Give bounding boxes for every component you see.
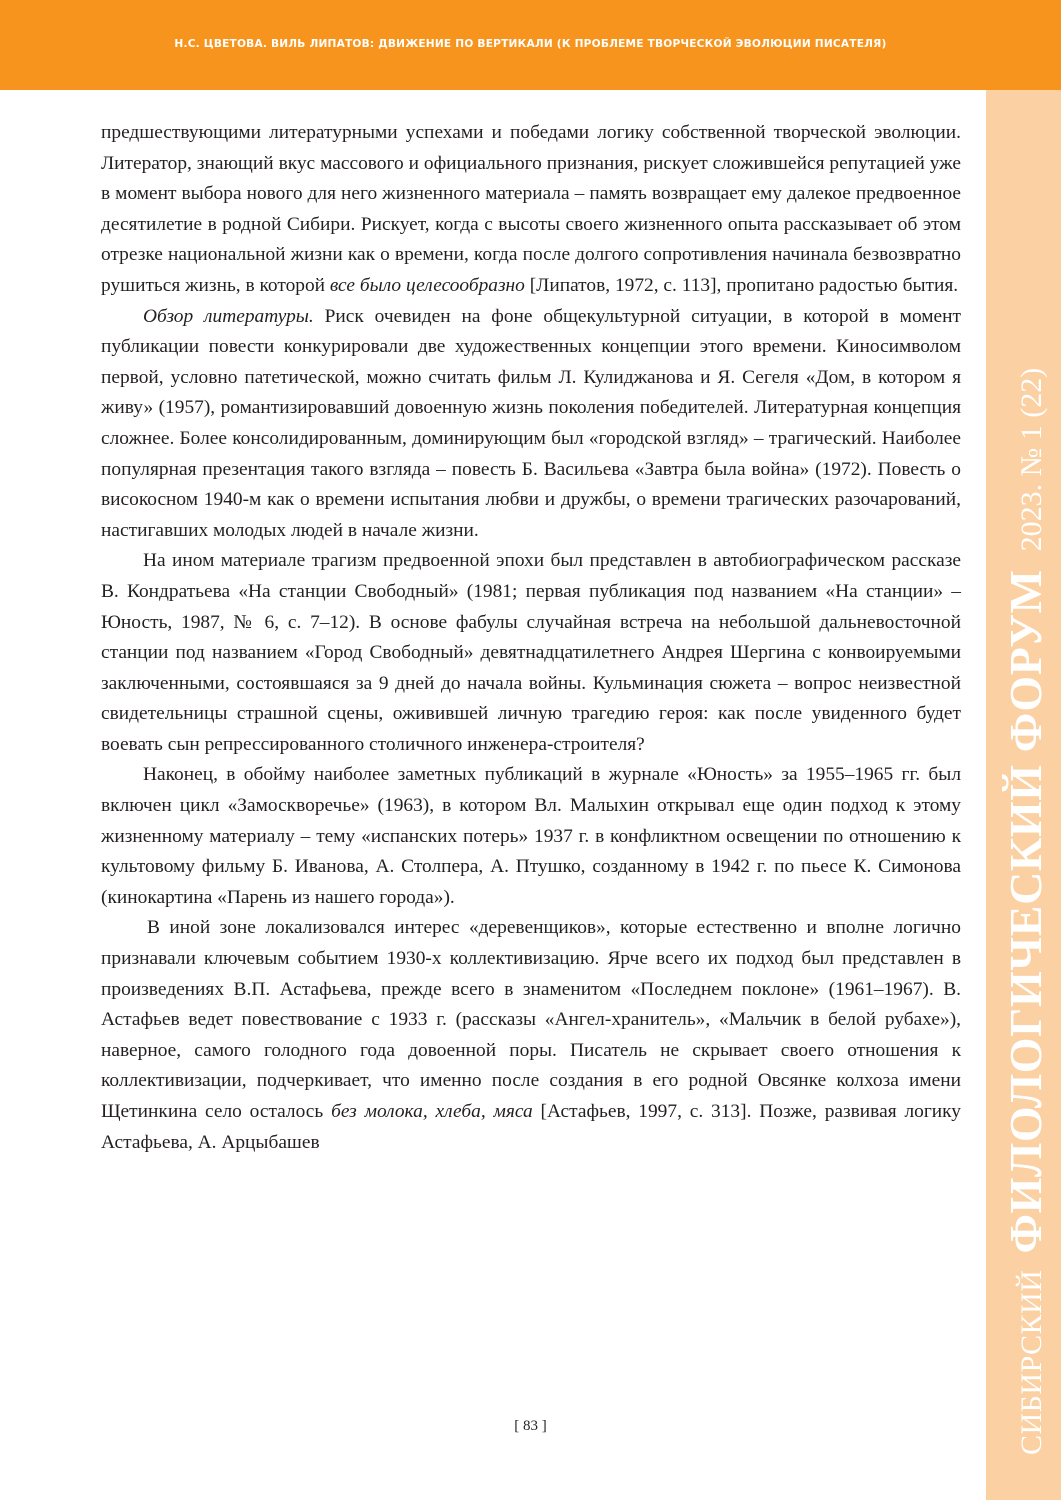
journal-issue: 2023. № 1 (22) — [1015, 367, 1048, 552]
running-header — [0, 0, 1061, 90]
section-heading-inline: Обзор литературы. — [143, 305, 314, 327]
journal-title-main: ФИЛОЛОГИЧЕСКИЙ ФОРУМ — [1000, 569, 1051, 1254]
paragraph: предшествующими литературными успехами и победами логику собственной творческой эволюции. Литератор, знающий вкус массового и официального признания, рискует сложившейся репутацией уже в момент выбора нового для него жизненного материала – память возвращает ему далекое предвоенное десятилетие в родной Сибири. Рискует, когда с высоты своего жизненного опыта рассказывает об этом отрезке национальной жизни как о времени, когда после долгого сопротивления начинала безвозвратно рушиться жизнь, в которой все было целесообразно [Липатов, 1972, с. 113], пропитано радостью бытия. — [101, 122, 961, 296]
paragraph: Наконец, в обойму наиболее заметных публикаций в журнале «Юность» за 1955–1965 гг. был включен цикл «Замоскворечье» (1963), в котором Вл. Малыхин открывал еще один подход к этому жизненному материалу – тему «испанских потерь» 1937 г. в конфликтном освещении по отношению к культовому фильму Б. Иванова, А. Столпера, А. Птушко, созданному в 1942 г. по пьесе К. Симонова (кинокартина «Парень из нашего города»). — [101, 764, 961, 908]
emphasis: без молока, хлеба, мяса — [331, 1101, 533, 1122]
article-body — [101, 118, 961, 1158]
paragraph: В иной зоне локализовался интерес «деревенщиков», которые естественно и вполне логично признавали ключевым событием 1930-х коллективизацию. Ярче всего их подход был представлен в произведениях В.П. Астафьева, прежде всего в знаменитом «Последнем поклоне» (1961–1967). В. Астафьев ведет повествование с 1933 г. (рассказы «Ангел-хранитель», «Мальчик в белой рубахе»), наверное, самого голодного года довоенной поры. Писатель не скрывает своего отношения к коллективизации, подчеркивает, что именно после создания в его родной Овсянке колхоза имени Щетинкина село осталось без молока, хлеба, мяса [Астафьев, 1997, с. 313]. Позже, развивая логику Астафьева, А. Арцыбашев — [101, 917, 961, 1153]
emphasis: все было целесообразно — [329, 274, 525, 296]
paragraph: На ином материале трагизм предвоенной эпохи был представлен в автобиографическом рассказе В. Кондратьева «На станции Свободный» (1981; первая публикация под названием «На станции» – Юность, 1987, № 6, с. 7–12). В основе фабулы случайная встреча на небольшой дальневосточной станции под названием «Город Свободный» девятнадцатилетнего Андрея Шергина с конвоируемыми заключенными, состоявшаяся за 9 дней до начала войны. Кульминация сюжета – вопрос неизвестной свидетельницы страшной сцены, оживившей личную трагедию героя: как после увиденного будет воевать сын репрессированного столичного инженера-строителя? — [101, 550, 961, 755]
page-number: [ 83 ] — [514, 1418, 547, 1434]
journal-title-prefix: СИБИРСКИЙ — [1015, 1269, 1048, 1455]
running-title: Н.С. ЦВЕТОВА. ВИЛЬ ЛИПАТОВ: ДВИЖЕНИЕ ПО ВЕРТИКАЛИ (К ПРОБЛЕМЕ ТВОРЧЕСКОЙ ЭВОЛЮЦИИ ПИСАТЕЛЯ) — [174, 38, 887, 50]
paragraph: Обзор литературы. Риск очевиден на фоне общекультурной ситуации, в которой в момент публикации повести конкурировали две художественных концепции этого времени. Киносимволом первой, условно патетической, можно считать фильм Л. Кулиджанова и Я. Сегеля «Дом, в котором я живу» (1957), романтизировавший довоенную жизнь поколения победителей. Литературная концепция сложнее. Более консолидированным, доминирующим был «городской взгляд» – трагический. Наиболее популярная презентация такого взгляда – повесть Б. Васильева «Завтра была война» (1972). Повесть о високосном 1940-м как о времени испытания любви и дружбы, о времени трагических разочарований, настигавших молодых людей в начале жизни. — [101, 305, 962, 541]
